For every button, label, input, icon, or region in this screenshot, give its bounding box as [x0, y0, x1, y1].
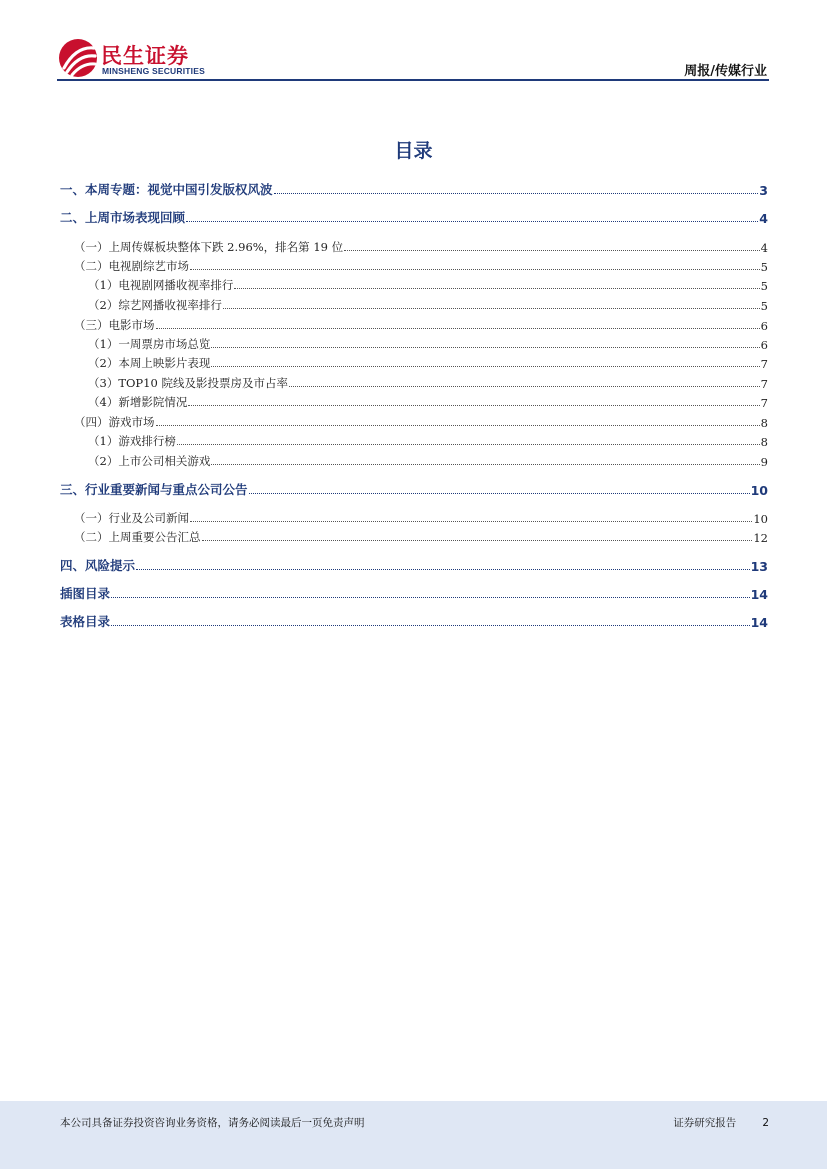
toc-entry[interactable] — [74, 313, 768, 333]
toc-leader-dots — [190, 269, 760, 270]
toc-entry-page: 7 — [760, 396, 768, 410]
toc-entry-title: （四）游戏市场 — [74, 415, 155, 429]
toc-entry[interactable] — [88, 429, 768, 449]
toc-entry-page: 4 — [759, 211, 768, 226]
toc-entry-title: （2）本周上映影片表现 — [88, 356, 211, 370]
toc-entry-page: 8 — [760, 416, 768, 430]
toc-entry-page: 14 — [750, 615, 768, 630]
toc-entry-page: 3 — [759, 183, 768, 198]
toc-entry-title: （1）游戏排行榜 — [88, 434, 176, 448]
toc-leader-dots — [202, 540, 753, 541]
toc-leader-dots — [234, 288, 759, 289]
toc-leader-dots — [289, 386, 760, 387]
toc-title: 目录 — [394, 140, 433, 162]
toc-entry[interactable] — [88, 449, 768, 469]
toc-entry-title: 三、行业重要新闻与重点公司公告 — [60, 482, 248, 497]
toc-entry-title: 插图目录 — [60, 586, 111, 601]
toc-entry[interactable] — [60, 178, 768, 198]
toc-entry-title: （二）上周重要公告汇总 — [74, 530, 201, 544]
toc-entry[interactable] — [74, 506, 768, 526]
toc-leader-dots — [344, 250, 760, 251]
footer-page-number: 2 — [762, 1117, 769, 1129]
toc-entry-page: 14 — [750, 587, 768, 602]
toc-entry-page: 12 — [753, 531, 768, 545]
toc-entry[interactable] — [88, 390, 768, 410]
toc-entry-page: 9 — [760, 455, 768, 469]
toc-entry-page: 6 — [760, 319, 768, 333]
toc-entry-title: 二、上周市场表现回顾 — [60, 210, 186, 225]
toc-entry-page: 6 — [760, 338, 768, 352]
toc-entry[interactable] — [74, 235, 768, 255]
toc-entry[interactable] — [60, 206, 768, 226]
toc-entry-title: 表格目录 — [60, 614, 111, 629]
footer-report-label: 证券研究报告 — [673, 1117, 737, 1129]
toc-entry-title: （4）新增影院情况 — [88, 395, 188, 409]
toc-entry-title: （1）电视剧网播收视率排行 — [88, 278, 234, 292]
toc-leader-dots — [186, 221, 758, 222]
toc-leader-dots — [249, 493, 750, 494]
toc-entry[interactable] — [60, 554, 768, 574]
toc-leader-dots — [190, 521, 752, 522]
toc-leader-dots — [188, 405, 759, 406]
toc-entry[interactable] — [88, 273, 768, 293]
page-footer — [0, 1101, 827, 1169]
toc-leader-dots — [111, 597, 750, 598]
toc-entry-page: 7 — [760, 377, 768, 391]
toc-entry[interactable] — [74, 525, 768, 545]
toc-entry-page: 13 — [750, 559, 768, 574]
toc-entry[interactable] — [88, 351, 768, 371]
toc-entry-page: 5 — [760, 260, 768, 274]
header-divider — [57, 79, 769, 81]
toc-entry-page: 8 — [760, 435, 768, 449]
logo-chinese-name: 民生证券 — [101, 44, 189, 68]
toc-leader-dots — [211, 464, 759, 465]
toc-entry-page: 7 — [760, 357, 768, 371]
toc-entry-title: （1）一周票房市场总览 — [88, 337, 211, 351]
toc-entry-title: （一）上周传媒板块整体下跌 2.96%，排名第 19 位 — [74, 240, 344, 254]
report-type: 周报/传媒行业 — [684, 64, 767, 79]
toc-entry-title: （一）行业及公司新闻 — [74, 511, 189, 525]
toc-entry-title: （三）电影市场 — [74, 318, 155, 332]
toc-entry-page: 10 — [753, 512, 768, 526]
toc-entry[interactable] — [74, 254, 768, 274]
toc-entry-page: 4 — [760, 241, 768, 255]
toc-entry-title: （2）综艺网播收视率排行 — [88, 298, 222, 312]
logo-english-name: MINSHENG SECURITIES — [102, 66, 205, 76]
toc-entry-title: （二）电视剧综艺市场 — [74, 259, 189, 273]
toc-leader-dots — [111, 625, 750, 626]
toc-leader-dots — [211, 347, 759, 348]
toc-entry-title: 一、本周专题：视觉中国引发版权风波 — [60, 182, 273, 197]
toc-entry-page: 10 — [750, 483, 768, 498]
toc-leader-dots — [211, 366, 759, 367]
footer-right — [673, 1115, 769, 1130]
footer-disclaimer: 本公司具备证券投资咨询业务资格，请务必阅读最后一页免责声明 — [60, 1117, 365, 1129]
toc-entry[interactable] — [60, 582, 768, 602]
toc-leader-dots — [156, 328, 760, 329]
toc-entry-title: （3）TOP10 院线及影投票房及市占率 — [88, 376, 288, 390]
toc-entry-title: 四、风险提示 — [60, 558, 136, 573]
toc-leader-dots — [274, 193, 759, 194]
toc-entry[interactable] — [88, 293, 768, 313]
toc-entry[interactable] — [60, 478, 768, 498]
toc-leader-dots — [136, 569, 750, 570]
page-header — [0, 0, 827, 84]
toc-leader-dots — [223, 308, 760, 309]
toc-entry-page: 5 — [760, 299, 768, 313]
toc-entry[interactable] — [88, 332, 768, 352]
toc-entry[interactable] — [74, 410, 768, 430]
toc-leader-dots — [156, 425, 760, 426]
toc-entry[interactable] — [88, 371, 768, 391]
toc-entry[interactable] — [60, 610, 768, 630]
company-logo — [58, 38, 218, 78]
toc-leader-dots — [177, 444, 760, 445]
minsheng-logo-icon — [58, 38, 98, 78]
toc-entry-page: 5 — [760, 279, 768, 293]
toc-entry-title: （2）上市公司相关游戏 — [88, 454, 211, 468]
